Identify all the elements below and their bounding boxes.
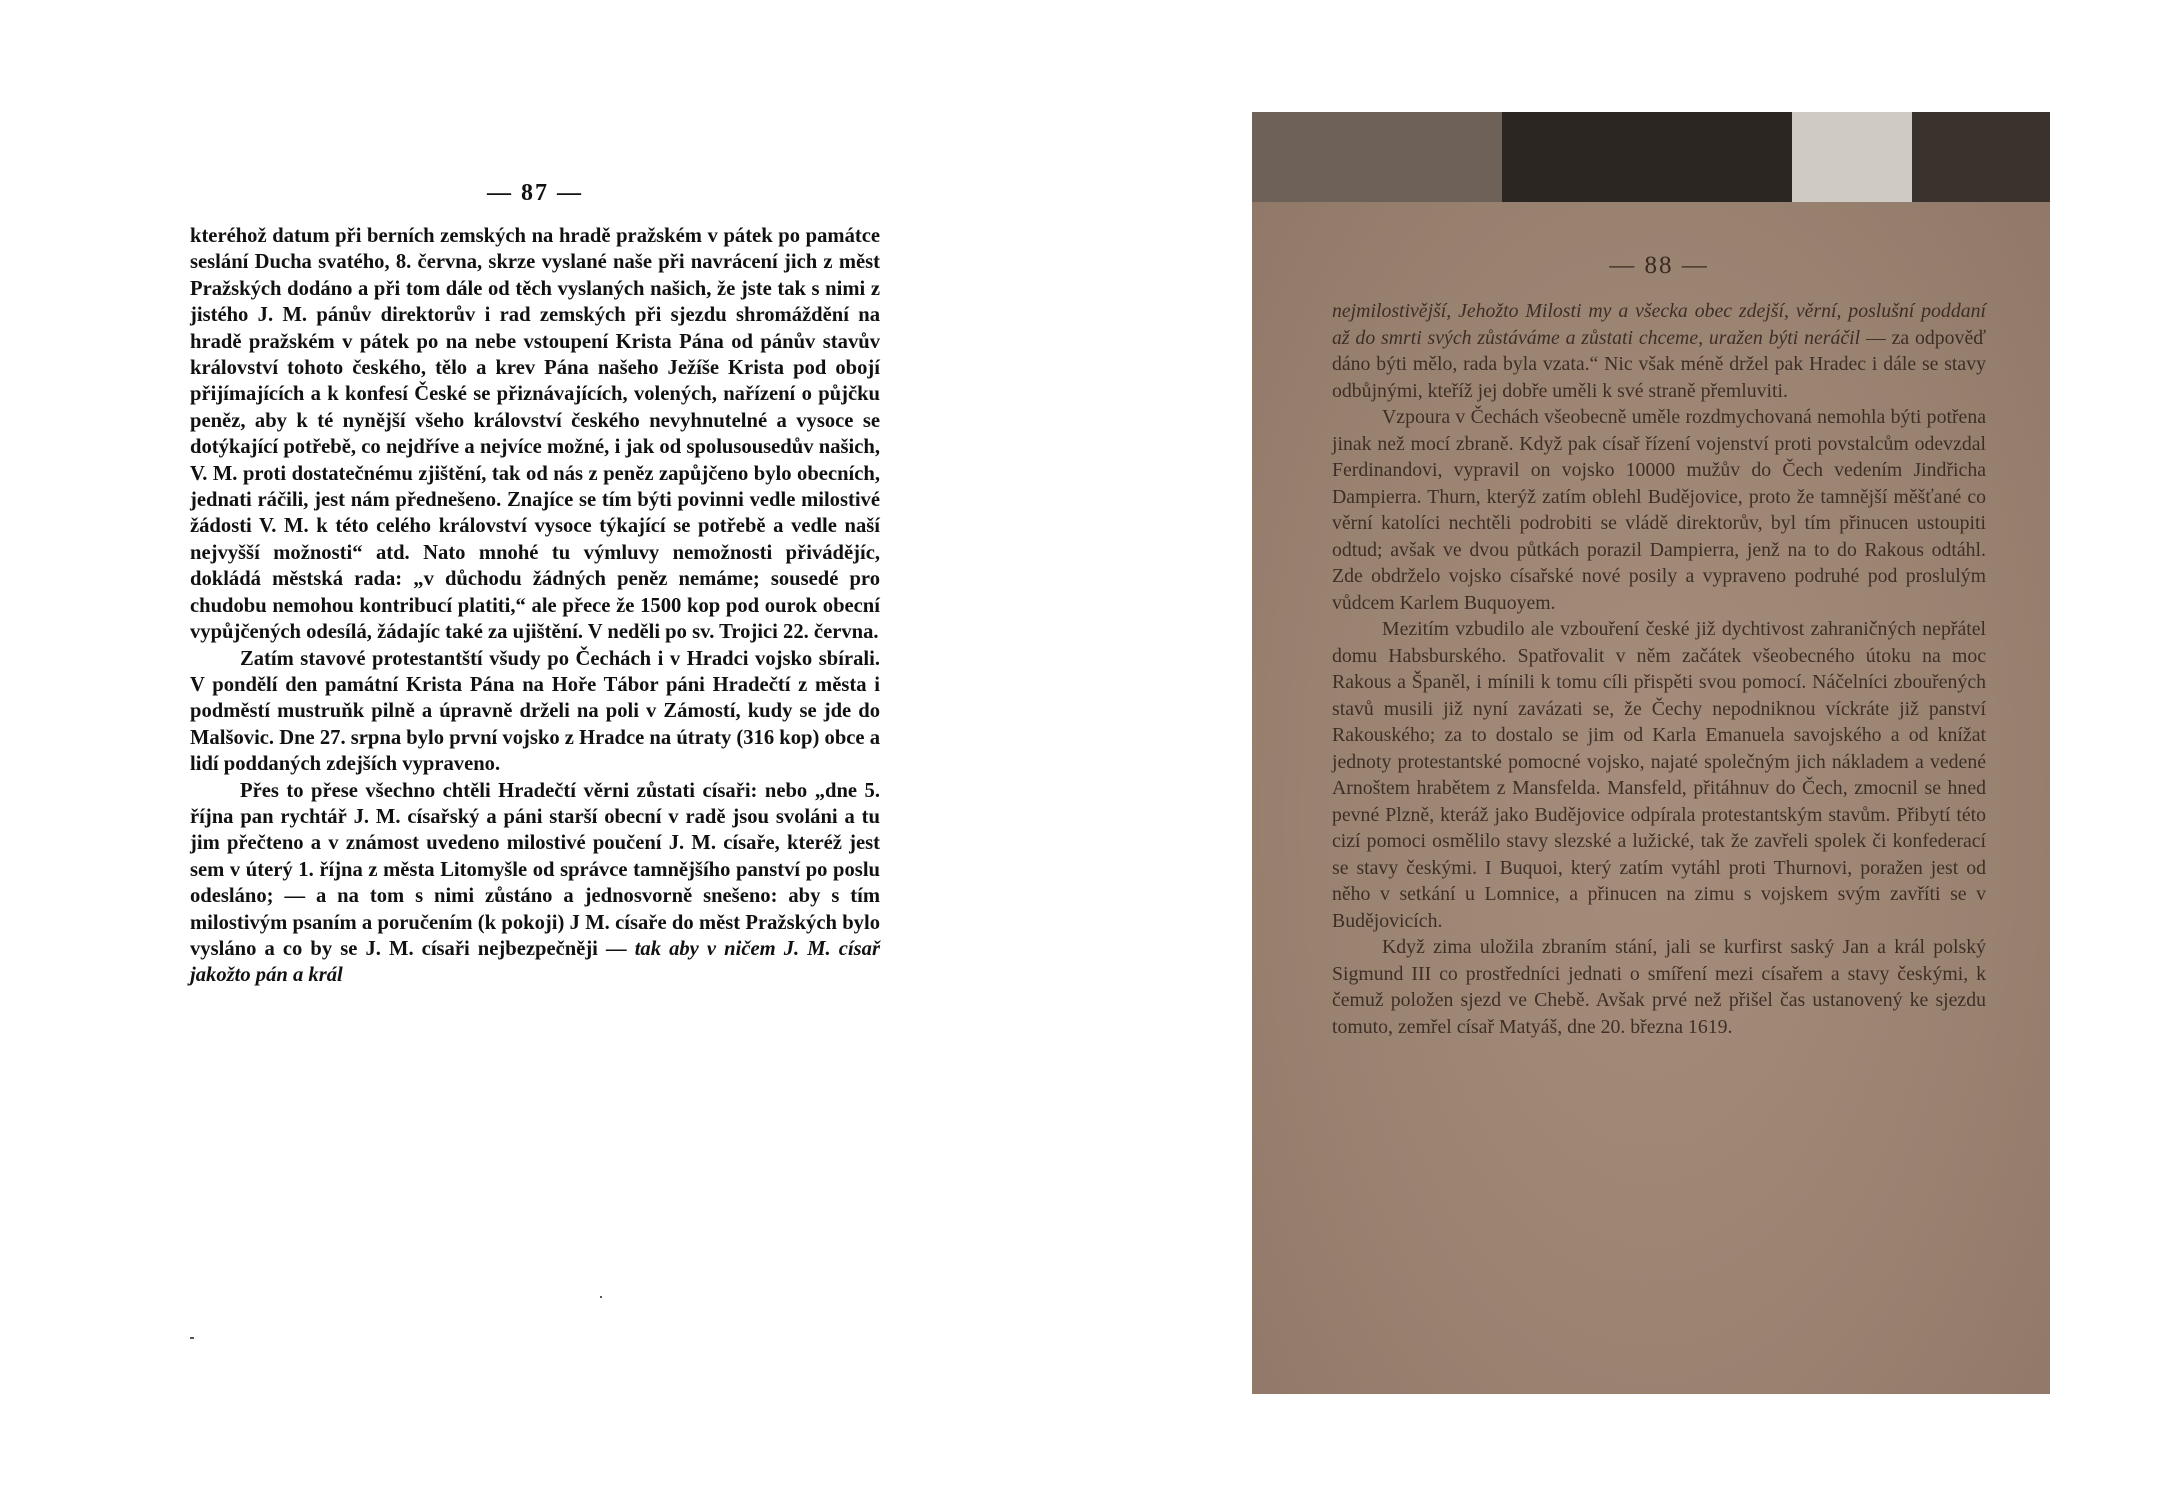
- left-page: [190, 180, 880, 1360]
- paragraph-text: — za odpověď dáno býti mělo, rada byla vzata.“ Nic však méně držel pak Hradec i dále se stavy odbůjnými, kteříž jej dobře uměli k své straně přemluviti.: [1332, 326, 1987, 402]
- scan-edge-light: [1792, 112, 1912, 202]
- right-page-scan: [1252, 112, 2050, 1394]
- paragraph: Když zima uložila zbraním stání, jali se kurfirst saský Jan a král polský Sigmund III co prostředníci jednati o smíření mezi císařem a stavy českými, k čemuž položen sjezd ve Chebě. Avšak prvé než přišel čas ustanovený ke sjezdu tomuto, zemřel císař Matyáš, dne 20. března 1619.: [1332, 936, 1986, 1038]
- paragraph: Vzpoura v Čechách všeobecně uměle rozdmychovaná nemohla býti potřena jinak než mocí zbraně. Když pak císař řízení vojenství proti povstalcům odevzdal Ferdinandovi, vypravil on vojsko 10000 mužův do Čech vedením Jindřicha Dampierra. Thurn, kterýž zatím oblehl Budějovice, proto že tamnější měšťané co věrní katolíci nechtěli podrobiti se vládě direktorův, byl tím přinucen ustoupiti odtud; avšak ve dvou půtkách porazil Dampierra, jenž na to do Rakous odtáhl. Zde obdrželo vojsko císařské nové posily a vypraveno podruhé pod proslulým vůdcem Karlem Buquoyem.: [1332, 406, 1986, 614]
- scan-top-edge: [1252, 112, 2050, 202]
- page-number: — 87 —: [487, 180, 583, 206]
- italic-text: nejmilostivější, Jehožto Milosti my a všecka obec zdejší, věrní, poslušní poddaní až do smrti svých zůstáváme a zůstati chceme, uražen býti neráčil: [1332, 300, 1986, 349]
- print-speck: [600, 1296, 602, 1298]
- page-body: [190, 223, 880, 989]
- scan-edge-shadow: [1252, 112, 1502, 202]
- paragraph: kteréhož datum při berních zemských na hradě pražském v pátek po památce seslání Ducha svatého, 8. června, skrze vyslané naše při navrácení jich z měst Pražských dodáno a při tom dále od těch vyslaných našich, že jste tak s nimi z jistého J. M. pánův direktorův i rad zemských při sjezdu shromáždění na hradě pražském v pátek po na nebe vstoupení Krista Pána od pánův stavův království tohoto českého, tělo a krev Pána našeho Ježíše Krista pod obojí přijímajících a k konfesí České se přiznávajících, volených, nařízení o půjčku peněz, aby k té nynější všeho království českého nevyhnutelné a vysoce se dotýkající potřebě, co nejdříve a nejvíce možné, i jak od spolusousedův našich, V. M. proti dostatečnému zjištění, tak od nás z peněz zapůjčeno bylo obecních, jednati ráčili, jest nám přednešeno. Znajíce se tím býti povinni vedle milostivé žádosti V. M. k této celého království vysoce týkající se potřebě a vedle naší nejvyšší možnosti“ atd. Nato mnohé tu výmluvy nemožnosti přivádějíc, dokládá městská rada: „v důchodu žádných peněz nemáme; sousedé pro chudobu nemohou kontribucí platiti,“ ale přece že 1500 kop pod ourok obecní vypůjčených odesílá, žádajíc také za ujištění. V neděli po sv. Trojici 22. června.: [190, 225, 880, 644]
- page-content: [1332, 252, 1986, 1040]
- paragraph: Mezitím vzbudilo ale vzbouření české již dychtivost zahraničných nepřátel domu Habsburského. Spatřovalit v něm začátek všeobecného útoku na moc Rakous a Španěl, i mínili k tomu cíli přispěti svou pomocí. Náčelníci zbouřených stavů musili již nyní zavázati se, že Čechy nepodniknou víckráte již panství Rakouského; za to dostalo se jim od Karla Emanuela savojského a od knížat jednoty protestantské pomocné vojsko, najaté společným jich nákladem a vedené Arnoštem hrabětem z Mansfelda. Mansfeld, přitáhnuv do Čech, zmocnil se hned pevné Plzně, kteráž jako Budějovice odpírala protestantským stavům. Přibytí této cizí pomoci osmělilo stavy slezské a lužické, tak že zavřeli spolek či konfederací se stavy českými. I Buquoi, který zatím vytáhl proti Thurnovi, poražen jest od něho v setkání u Lomnice, a přinucen na zimu s vojskem svým zavříti se v Budějovicích.: [1332, 618, 1986, 932]
- page-number: — 88 —: [1609, 252, 1709, 279]
- italic-text: tak aby v ničem J. M. císař jakožto pán a král: [190, 937, 880, 987]
- scan-edge-dark: [1912, 112, 2050, 202]
- paragraph: Zatím stavové protestantští všudy po Čechách i v Hradci vojsko sbírali. V pondělí den památní Krista Pána na Hoře Tábor páni Hradečtí z města i podměstí mustruňk pilně a úpravně drželi na poli v Zámostí, kudy se jde do Malšovic. Dne 27. srpna bylo první vojsko z Hradce na útraty (316 kop) obce a lidí poddaných zdejších vypraveno.: [190, 647, 880, 776]
- page-body: [1332, 298, 1986, 1040]
- print-speck: [190, 1337, 194, 1339]
- paragraph: [190, 778, 880, 989]
- paragraph-text: Přes to přese všechno chtěli Hradečtí věrni zůstati císaři: nebo „dne 5. října pan rychtář J. M. císařský a páni starší obecní v radě jsou svoláni a tu jim přečteno a v známost uvedeno milostivé poučení J. M. císaře, kteréž jest sem v úterý 1. října z města Litomyšle od správce tamnějšího panství po poslu odesláno; — a na tom s nimi zůstáno a jednosvorně snešeno: aby s tím milostivým psaním a poručením (k pokoji) J M. císaře do měst Pražských bylo vysláno a co by se J. M. císaři nejbezpečněji —: [190, 779, 880, 960]
- paragraph: [1332, 298, 1986, 404]
